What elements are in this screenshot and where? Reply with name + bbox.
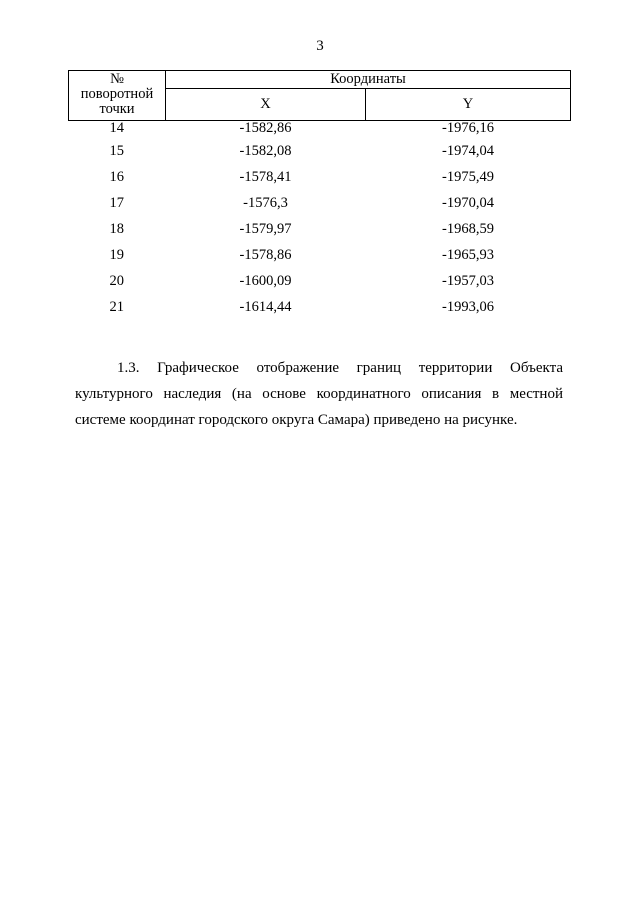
header-point-number-line1: № [110, 71, 124, 87]
y-coordinate-cell: -1976,16 [442, 120, 494, 136]
header-point-number-line3: точки [99, 101, 135, 117]
table-row [69, 164, 571, 190]
table-row [69, 242, 571, 268]
y-coordinate-cell: -1968,59 [442, 220, 494, 237]
header-y: Y [366, 89, 571, 121]
header-point-number-line2: поворотной [80, 86, 154, 102]
y-coordinate-cell: -1957,03 [442, 272, 494, 289]
y-coordinate-cell: -1974,04 [442, 142, 494, 159]
table-row [69, 294, 571, 320]
x-coordinate-cell: -1582,08 [239, 142, 292, 159]
header-point-number [69, 71, 166, 121]
point-number-cell: 21 [109, 298, 124, 315]
paragraph-1-3: 1.3. Графическое отображение границ территории Объекта культурного наследия (на основе координатного описания в местной системе координат городского округа Самара) приведено на рисунке. [75, 360, 563, 428]
table-body [69, 121, 571, 321]
point-number-cell: 18 [109, 220, 124, 237]
table-row [69, 268, 571, 294]
coordinates-table [68, 70, 571, 320]
point-number-cell: 14 [109, 120, 124, 136]
point-number-cell: 16 [109, 168, 124, 185]
point-number-cell: 15 [109, 142, 124, 159]
y-coordinate-cell: -1975,49 [442, 168, 494, 185]
x-coordinate-cell: -1578,41 [239, 168, 292, 185]
header-x: X [166, 89, 366, 121]
point-number-cell: 20 [109, 272, 124, 289]
y-coordinate-cell: -1970,04 [442, 194, 494, 211]
table-row [69, 190, 571, 216]
page-number: 3 [316, 38, 324, 54]
y-coordinate-cell: -1993,06 [442, 298, 494, 315]
point-number-cell: 17 [109, 194, 124, 211]
table-row [69, 121, 571, 139]
x-coordinate-cell: -1600,09 [239, 272, 292, 289]
y-coordinate-cell: -1965,93 [442, 246, 494, 263]
x-coordinate-cell: -1614,44 [239, 298, 292, 315]
table-row [69, 138, 571, 164]
header-coordinates: Координаты [166, 71, 571, 89]
x-coordinate-cell: -1578,86 [239, 246, 292, 263]
x-coordinate-cell: -1579,97 [239, 220, 292, 237]
x-coordinate-cell: -1576,3 [243, 194, 288, 211]
table-header [69, 71, 571, 121]
table-row [69, 216, 571, 242]
point-number-cell: 19 [109, 246, 124, 263]
x-coordinate-cell: -1582,86 [239, 120, 292, 136]
